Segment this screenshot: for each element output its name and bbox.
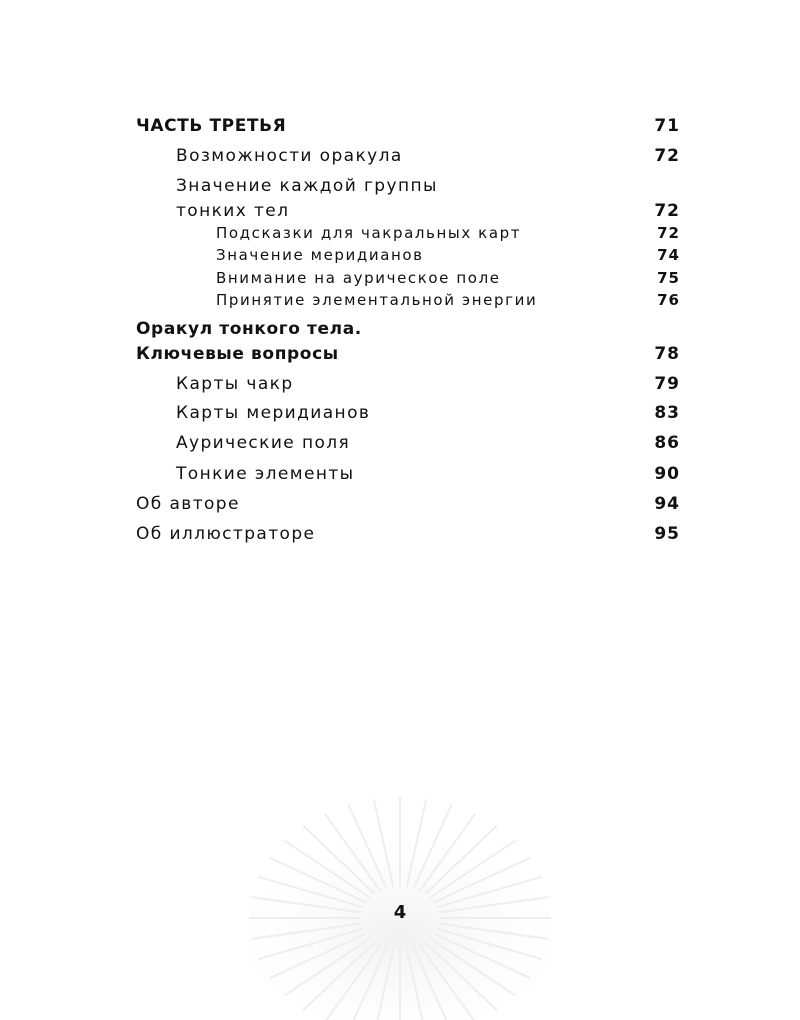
toc-entry-oracle-possibilities[interactable] xyxy=(136,143,680,169)
toc-entry-subtle-elements[interactable] xyxy=(136,461,680,487)
toc-entry-part-three[interactable] xyxy=(136,113,680,139)
toc-entry-label: Внимание на аурическое поле xyxy=(216,265,501,291)
toc-entry-page: 79 xyxy=(654,371,680,397)
toc-entry-label: Оракул тонкого тела. xyxy=(136,316,362,342)
toc-entry-page: 95 xyxy=(654,521,680,547)
toc-entry-about-author[interactable] xyxy=(136,491,680,517)
toc-entry-label: Подсказки для чакральных карт xyxy=(216,220,521,246)
toc-entry-label: Тонкие элементы xyxy=(176,461,354,487)
toc-entry-page: 71 xyxy=(654,113,680,139)
toc-entry-page: 76 xyxy=(657,287,680,313)
toc-entry-page: 74 xyxy=(657,242,680,268)
toc-entry-label: тонких тел xyxy=(176,198,289,224)
toc-entry-group-meaning[interactable] xyxy=(136,173,680,199)
toc-entry-page: 86 xyxy=(654,430,680,456)
toc-entry-label: Об иллюстраторе xyxy=(136,521,315,547)
toc-entry-page: 83 xyxy=(654,400,680,426)
toc-entry-page: 90 xyxy=(654,461,680,487)
toc-entry-label: Аурические поля xyxy=(176,430,350,456)
toc-entry-page: 75 xyxy=(657,265,680,291)
toc-entry-auric-fields[interactable] xyxy=(136,430,680,456)
toc-entry-key-questions[interactable] xyxy=(136,341,680,367)
toc-entry-page: 72 xyxy=(657,220,680,246)
toc-entry-label: Карты меридианов xyxy=(176,400,370,426)
toc-entry-meridian-cards[interactable] xyxy=(136,400,680,426)
toc-entry-label: ЧАСТЬ ТРЕТЬЯ xyxy=(136,113,286,139)
toc-entry-page: 72 xyxy=(654,198,680,224)
toc-entry-page: 72 xyxy=(654,143,680,169)
page-number: 4 xyxy=(0,902,800,923)
toc-entry-label: Ключевые вопросы xyxy=(136,341,339,367)
sunburst-ornament xyxy=(220,780,580,1020)
toc-entry-label: Об авторе xyxy=(136,491,240,517)
toc-entry-page: 78 xyxy=(654,341,680,367)
toc-entry-label: Значение каждой группы xyxy=(176,173,438,199)
toc-entry-label: Значение меридианов xyxy=(216,242,424,268)
toc-entry-label: Принятие элементальной энергии xyxy=(216,287,537,313)
toc-entry-label: Возможности оракула xyxy=(176,143,403,169)
toc-entry-page: 94 xyxy=(654,491,680,517)
toc-entry-subtle-body-oracle[interactable] xyxy=(136,316,680,342)
toc-entry-elemental-energy[interactable] xyxy=(136,287,680,313)
toc-entry-label: Карты чакр xyxy=(176,371,294,397)
toc-entry-about-illustrator[interactable] xyxy=(136,521,680,547)
toc-entry-chakra-cards[interactable] xyxy=(136,371,680,397)
